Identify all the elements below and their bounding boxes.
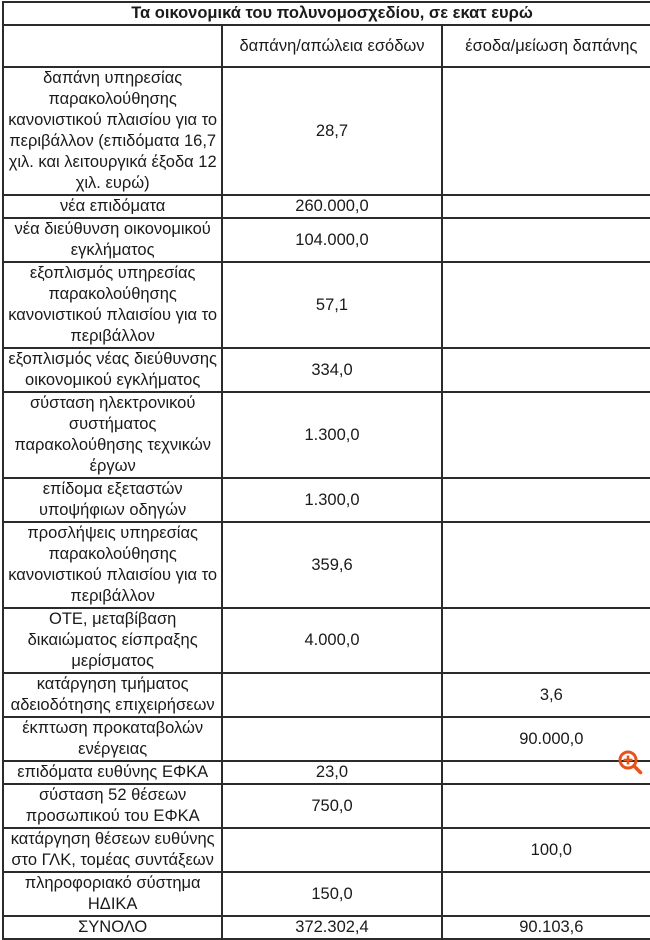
row-revenue-value — [442, 218, 650, 262]
table-row — [3, 673, 650, 717]
row-expense-value: 23,0 — [222, 761, 441, 784]
table-title-row — [3, 2, 650, 25]
row-expense-value: 104.000,0 — [222, 218, 441, 262]
table-row — [3, 195, 650, 218]
row-expense-value: 750,0 — [222, 784, 441, 828]
row-revenue-value — [442, 262, 650, 348]
row-expense-value: 4.000,0 — [222, 608, 441, 673]
row-expense-value: 1.300,0 — [222, 478, 441, 522]
row-item-label: νέα επιδόματα — [3, 195, 222, 218]
row-expense-value: 1.300,0 — [222, 392, 441, 478]
table-row — [3, 218, 650, 262]
row-item-label: νέα διεύθυνση οικονομικού εγκλήματος — [3, 218, 222, 262]
table-row — [3, 67, 650, 195]
row-expense-value: 150,0 — [222, 872, 441, 916]
header-item — [3, 25, 222, 67]
row-revenue-value — [442, 784, 650, 828]
table-row — [3, 828, 650, 872]
row-expense-value: 28,7 — [222, 67, 441, 195]
table-row — [3, 608, 650, 673]
row-item-label: έκπτωση προκαταβολών ενέργειας — [3, 717, 222, 761]
table-title: Τα οικονομικά του πολυνομοσχεδίου, σε εκατ ευρώ — [3, 2, 650, 25]
table-row — [3, 478, 650, 522]
table-row — [3, 784, 650, 828]
row-revenue-value — [442, 608, 650, 673]
zoom-in-button[interactable] — [617, 749, 643, 775]
row-expense-value: 57,1 — [222, 262, 441, 348]
row-item-label: πληροφοριακό σύστημα ΗΔΙΚΑ — [3, 872, 222, 916]
table-row — [3, 522, 650, 608]
table-row — [3, 761, 650, 784]
zoom-in-icon — [617, 749, 643, 775]
row-expense-value — [222, 828, 441, 872]
header-revenue: έσοδα/μείωση δαπάνης — [442, 25, 650, 67]
row-item-label: δαπάνη υπηρεσίας παρακολούθησης κανονιστικού πλαισίου για το περιβάλλον (επιδόματα 16,7 χιλ. και λειτουργικά έξοδα 12 χιλ. ευρώ) — [3, 67, 222, 195]
row-item-label: σύσταση 52 θέσεων προσωπικού του ΕΦΚΑ — [3, 784, 222, 828]
row-revenue-value — [442, 348, 650, 392]
row-revenue-value: 100,0 — [442, 828, 650, 872]
row-item-label: σύσταση ηλεκτρονικού συστήματος παρακολούθησης τεχνικών έργων — [3, 392, 222, 478]
row-item-label: ΟΤΕ, μεταβίβαση δικαιώματος είσπραξης μερίσματος — [3, 608, 222, 673]
row-revenue-value — [442, 522, 650, 608]
row-item-label: προσλήψεις υπηρεσίας παρακολούθησης κανονιστικού πλαισίου για το περιβάλλον — [3, 522, 222, 608]
row-item-label: επιδόματα ευθύνης ΕΦΚΑ — [3, 761, 222, 784]
row-item-label: εξοπλισμός υπηρεσίας παρακολούθησης κανονιστικού πλαισίου για το περιβάλλον — [3, 262, 222, 348]
total-label: ΣΥΝΟΛΟ — [3, 916, 222, 939]
total-expense-value: 372.302,4 — [222, 916, 441, 939]
total-revenue-value: 90.103,6 — [442, 916, 650, 939]
row-item-label: εξοπλισμός νέας διεύθυνσης οικονομικού εγκλήματος — [3, 348, 222, 392]
row-expense-value: 334,0 — [222, 348, 441, 392]
table-total-row — [3, 916, 650, 939]
table-row — [3, 717, 650, 761]
finance-table — [2, 1, 650, 940]
row-revenue-value — [442, 872, 650, 916]
row-expense-value — [222, 673, 441, 717]
row-item-label: επίδομα εξεταστών υποψήφιων οδηγών — [3, 478, 222, 522]
table-row — [3, 348, 650, 392]
table-row — [3, 262, 650, 348]
row-item-label: κατάργηση θέσεων ευθύνης στο ΓΛΚ, τομέας συντάξεων — [3, 828, 222, 872]
table-row — [3, 872, 650, 916]
row-revenue-value — [442, 392, 650, 478]
row-item-label: κατάργηση τμήματος αδειοδότησης επιχειρήσεων — [3, 673, 222, 717]
table-row — [3, 392, 650, 478]
row-revenue-value — [442, 67, 650, 195]
header-expense: δαπάνη/απώλεια εσόδων — [222, 25, 441, 67]
row-revenue-value — [442, 478, 650, 522]
table-header-row — [3, 25, 650, 67]
row-expense-value: 359,6 — [222, 522, 441, 608]
row-expense-value: 260.000,0 — [222, 195, 441, 218]
row-revenue-value: 90.000,0 — [442, 717, 650, 761]
row-revenue-value — [442, 195, 650, 218]
row-revenue-value: 3,6 — [442, 673, 650, 717]
row-expense-value — [222, 717, 441, 761]
